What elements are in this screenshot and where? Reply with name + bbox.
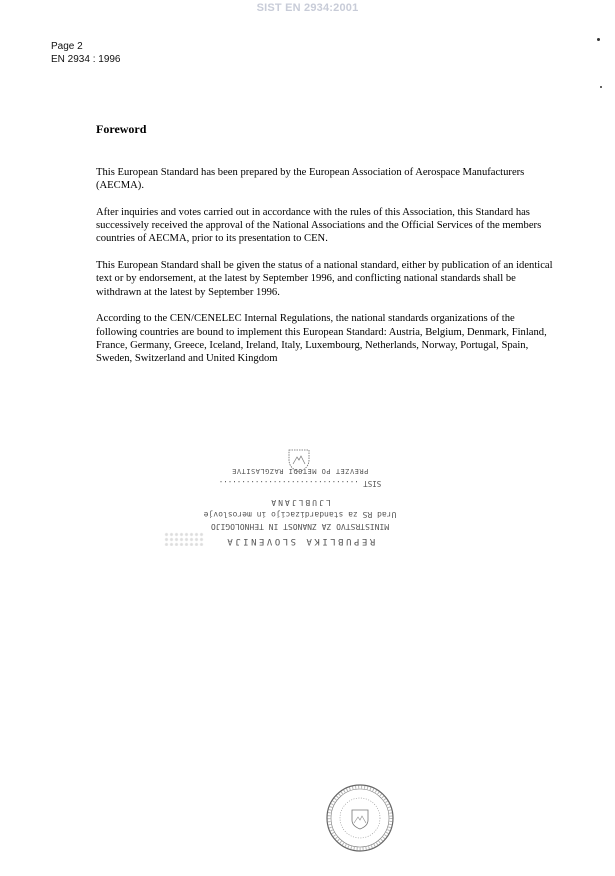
paragraph: This European Standard has been prepared by the European Association of Aerospace Manufacturers (AECMA). [96, 167, 525, 192]
scan-speck [597, 38, 600, 41]
stamp-line: PREVZET PO METODI RAZGLASITVE [231, 467, 369, 475]
stamp-line: SIST ............................... [218, 479, 382, 488]
standard-reference: EN 2934 : 1996 [51, 53, 121, 65]
stamp-line: Urad RS za standardizacijo in meroslovje [203, 510, 397, 519]
page-number: Page 2 [51, 41, 83, 52]
stamp-line: REPUBLIKA SLOVENIJA [224, 536, 376, 546]
page-header [51, 41, 121, 66]
paragraph: According to the CEN/CENELEC Internal Regulations, the national standards organizations of the following countries are bound to implement this European Standard: Austria, Belgium, Denmark, Finland, France, Germany, Greece, Iceland, Ireland, Italy, Luxembourg, Netherlands, Norway, Portugal, Spain, Sweden, Switzerland and United Kingdom [96, 313, 547, 365]
stamp-line: LJUBLJANA [269, 498, 331, 507]
scan-speck [600, 86, 602, 88]
stamp-line: MINISTRSTVO ZA ZNANOST IN TEHNOLOGIJO [210, 522, 390, 531]
watermark: SIST EN 2934:2001 [256, 2, 359, 14]
paragraph: After inquiries and votes carried out in accordance with the rules of this Association, this Standard has successively received the approval of the National Associations and the Official Services of the members countries of AECMA, prior to its presentation to CEN. [96, 207, 542, 245]
paragraph: This European Standard shall be given the status of a national standard, either by publication of an identical text or by endorsement, at the latest by September 1996, and conflicting national standards shall be withdrawn at the latest by September 1996. [96, 260, 553, 298]
foreword-body [96, 166, 558, 379]
ministry-stamp [200, 452, 400, 552]
scan-smudge [164, 532, 204, 546]
section-heading: Foreword [96, 122, 147, 136]
round-seal-icon [324, 782, 396, 859]
